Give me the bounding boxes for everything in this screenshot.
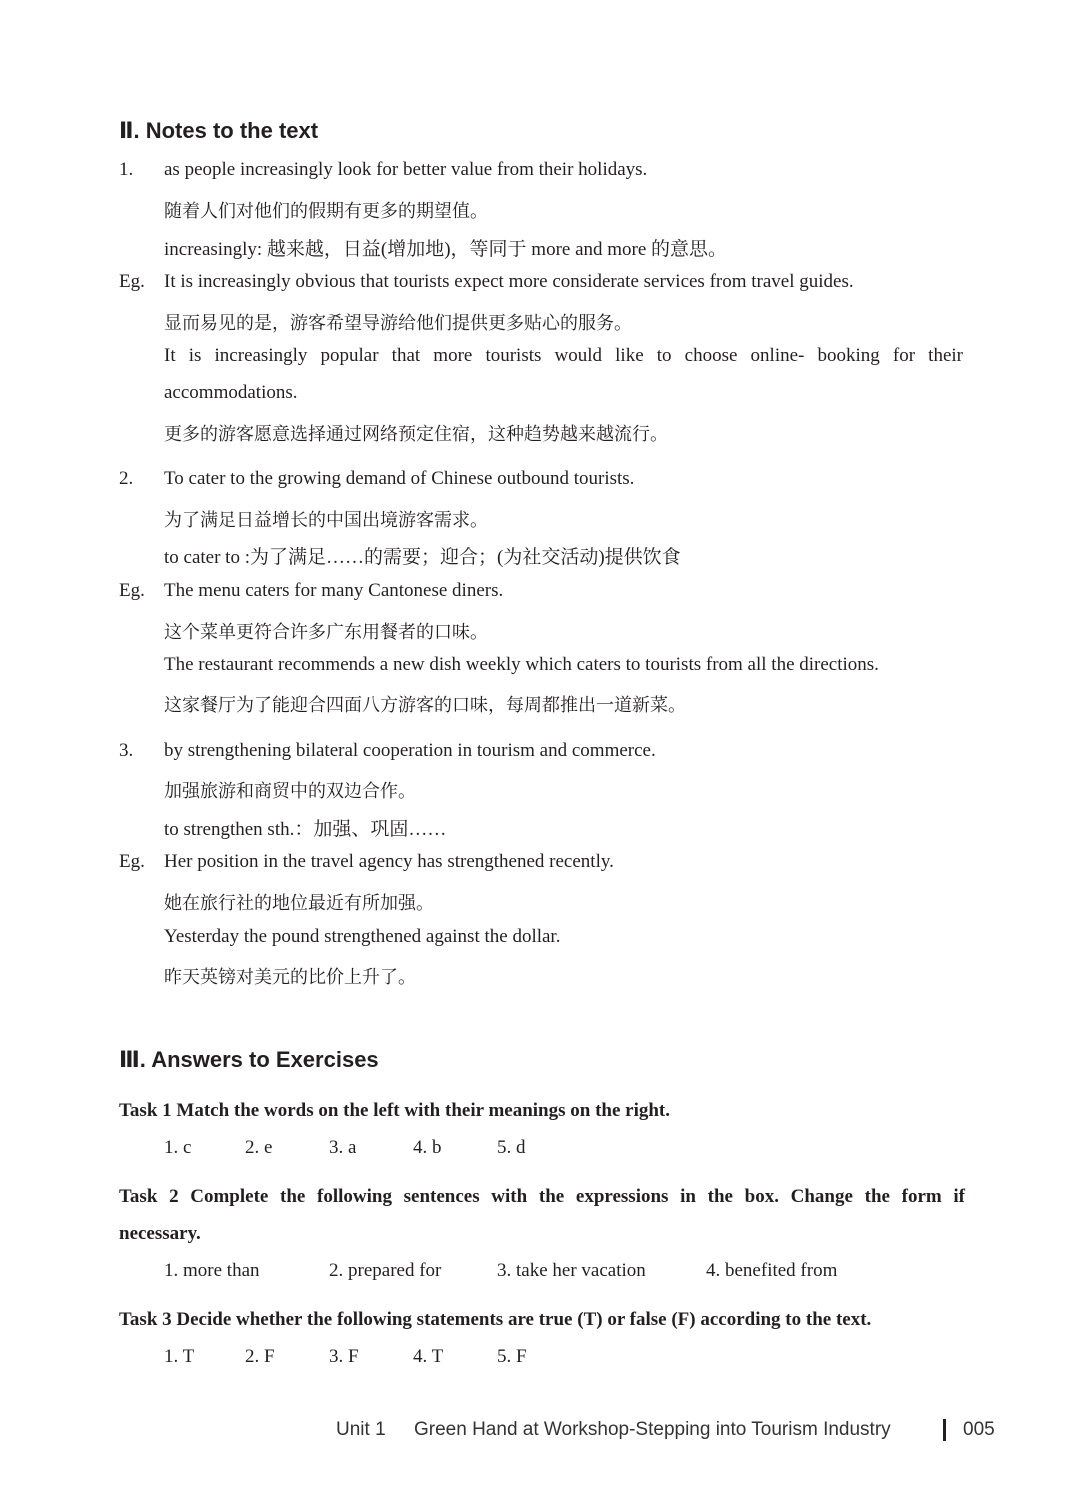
task-answer: 5. F: [497, 1346, 527, 1367]
example-sentence: The restaurant recommends a new dish weekly which caters to tourists from all the directions.: [164, 654, 879, 675]
note-explanation: increasingly: 越来越，日益(增加地)，等同于 more and more 的意思。: [164, 239, 728, 260]
task-title: Task 3 Decide whether the following statements are true (T) or false (F) according to the text.: [119, 1309, 872, 1330]
example-sentence-continued: accommodations.: [164, 382, 298, 403]
task-answer: 2. F: [245, 1346, 275, 1367]
task-answer: 1. T: [164, 1346, 195, 1367]
task-answer: 3. F: [329, 1346, 359, 1367]
note-number: 3.: [119, 740, 134, 761]
note-source-sentence: To cater to the growing demand of Chinese outbound tourists.: [164, 468, 635, 489]
example-label: Eg.: [119, 271, 145, 292]
note-source-sentence: by strengthening bilateral cooperation in tourism and commerce.: [164, 740, 656, 761]
task-title: Task 2 Complete the following sentences with the expressions in the box. Change the form if: [119, 1186, 965, 1207]
task-answer: 2. e: [245, 1137, 273, 1158]
example-label: Eg.: [119, 580, 145, 601]
example-sentence: It is increasingly obvious that tourists expect more considerate services from travel guides.: [164, 271, 854, 292]
task-answer: 3. a: [329, 1137, 357, 1158]
section-heading-answers: Ⅲ. Answers to Exercises: [119, 1047, 379, 1072]
note-translation: 加强旅游和商贸中的双边合作。: [164, 781, 416, 802]
example-translation: 昨天英镑对美元的比价上升了。: [164, 967, 416, 988]
example-translation: 更多的游客愿意选择通过网络预定住宿，这种趋势越来越流行。: [164, 424, 668, 445]
example-translation: 显而易见的是，游客希望导游给他们提供更多贴心的服务。: [164, 313, 632, 334]
note-translation: 随着人们对他们的假期有更多的期望值。: [164, 201, 488, 222]
task-answer: 1. more than: [164, 1260, 260, 1281]
footer-unit: Unit 1: [336, 1419, 386, 1440]
note-explanation: to strengthen sth.：加强、巩固……: [164, 819, 447, 840]
task-title: Task 1 Match the words on the left with their meanings on the right.: [119, 1100, 671, 1121]
example-sentence: Yesterday the pound strengthened against the dollar.: [164, 926, 561, 947]
example-translation: 这家餐厅为了能迎合四面八方游客的口味，每周都推出一道新菜。: [164, 695, 686, 716]
note-number: 1.: [119, 159, 134, 180]
section-heading-notes: Ⅱ. Notes to the text: [119, 118, 319, 143]
task-answer: 5. d: [497, 1137, 526, 1158]
task-answer: 4. b: [413, 1137, 442, 1158]
task-answer: 1. c: [164, 1137, 192, 1158]
example-sentence: The menu caters for many Cantonese diners.: [164, 580, 504, 601]
task-answer: 3. take her vacation: [497, 1260, 646, 1281]
example-translation: 这个菜单更符合许多广东用餐者的口味。: [164, 622, 488, 643]
footer-title: Green Hand at Workshop-Stepping into Tourism Industry: [414, 1419, 891, 1440]
note-explanation: to cater to :为了满足……的需要；迎合；(为社交活动)提供饮食: [164, 547, 681, 568]
page-number: 005: [963, 1419, 995, 1440]
example-sentence: It is increasingly popular that more tourists would like to choose online- booking for their: [164, 345, 963, 366]
task-answer: 4. benefited from: [706, 1260, 838, 1281]
example-translation: 她在旅行社的地位最近有所加强。: [164, 893, 434, 914]
note-translation: 为了满足日益增长的中国出境游客需求。: [164, 510, 488, 531]
note-number: 2.: [119, 468, 134, 489]
example-label: Eg.: [119, 851, 145, 872]
footer-divider: [943, 1419, 946, 1441]
note-source-sentence: as people increasingly look for better value from their holidays.: [164, 159, 648, 180]
task-answer: 4. T: [413, 1346, 444, 1367]
example-sentence: Her position in the travel agency has strengthened recently.: [164, 851, 614, 872]
task-answer: 2. prepared for: [329, 1260, 442, 1281]
task-title-continued: necessary.: [119, 1223, 201, 1244]
